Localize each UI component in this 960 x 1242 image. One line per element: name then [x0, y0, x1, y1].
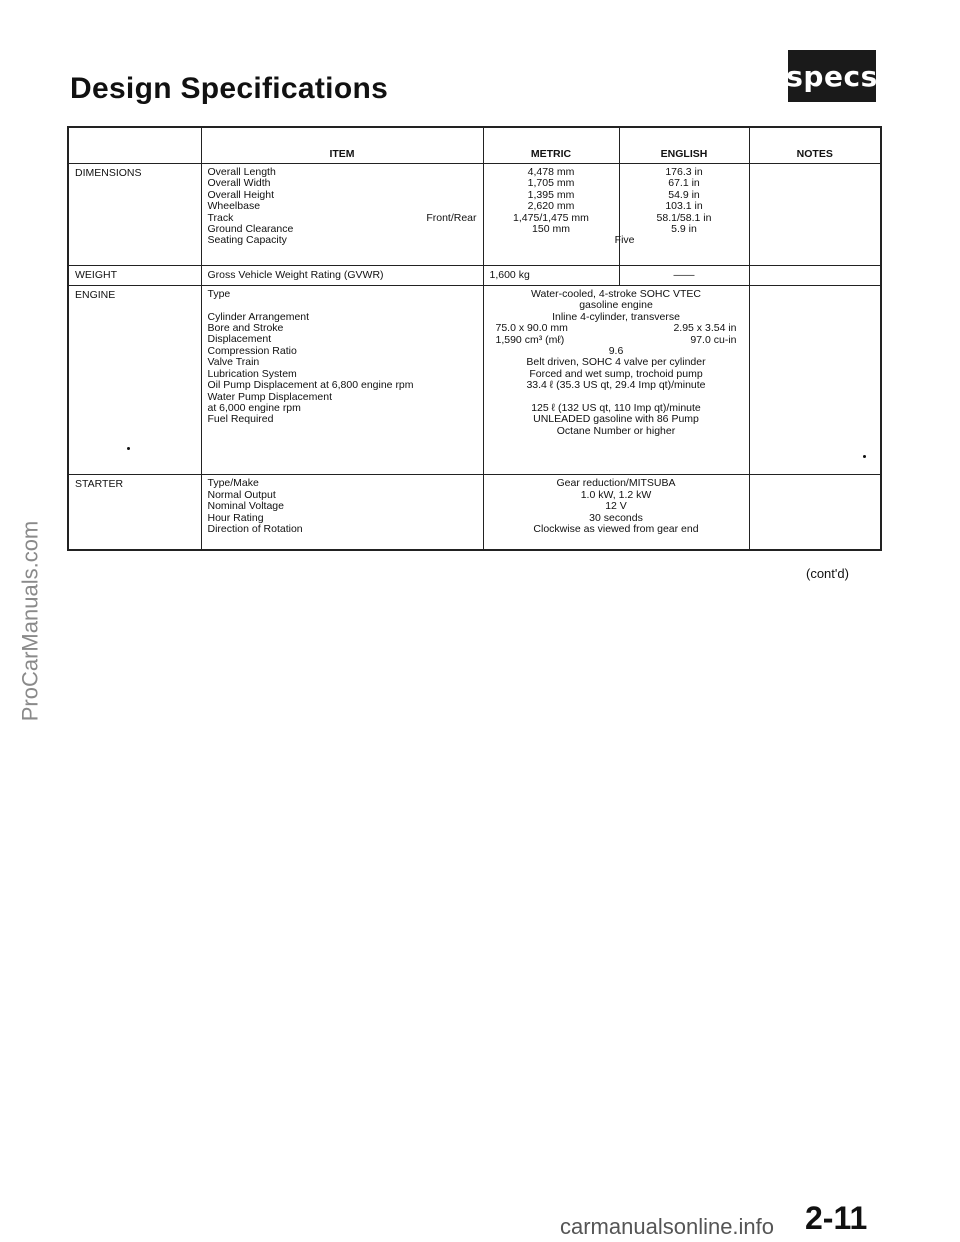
table-header-row: [68, 127, 881, 164]
engine-notes: [749, 285, 881, 475]
specs-table: [67, 126, 882, 551]
col-header-notes: NOTES: [749, 127, 881, 164]
starter-items: Type/Make Normal Output Nominal Voltage Hour Rating Direction of Rotation: [201, 475, 483, 550]
continued-note: (cont'd): [806, 566, 849, 581]
dimensions-metric: 4,478 mm 1,705 mm 1,395 mm 2,620 mm 1,475/1,475 mm 150 mm Five: [483, 164, 619, 266]
table-row: WEIGHT Gross Vehicle Weight Rating (GVWR) 1,600 kg ——: [68, 266, 881, 286]
col-header-metric: METRIC: [483, 127, 619, 164]
engine-values: Water-cooled, 4-stroke SOHC VTEC gasoline engine Inline 4-cylinder, transverse 75.0 x 90.0 mm 2.95 x 3.54 in 1,590 cm³ (mℓ) 97.0 cu-in 9.6 Belt driven, SOHC 4 valve per cylinder Forced and wet sump, trochoid pump 33.4 ℓ (35.3 US qt, 29.4 Imp qt)/minute 125 ℓ (132 US qt, 110 Imp qt)/minute UNLEADED gasoline with 86 Pump Octane Number or higher: [483, 285, 749, 475]
col-header-english: ENGLISH: [619, 127, 749, 164]
bullet-icon: [127, 441, 195, 453]
dimensions-items: Overall Length Overall Width Overall Height Wheelbase Track Front/Rear Ground Clearance Seating Capacity: [201, 164, 483, 266]
section-engine: ENGINE: [68, 285, 201, 475]
section-starter: STARTER: [68, 475, 201, 550]
section-weight: WEIGHT: [68, 266, 201, 286]
specs-badge: specs: [788, 50, 876, 102]
bullet-icon: [756, 449, 875, 461]
section-dimensions: DIMENSIONS: [68, 164, 201, 266]
page-title: Design Specifications: [70, 72, 389, 105]
table-row: [68, 164, 881, 266]
watermark-text: ProCarManuals.com: [17, 520, 43, 722]
table-row: [68, 285, 881, 475]
table-row: [68, 475, 881, 550]
sidebar-watermark: [0, 0, 60, 1242]
page-number: 2-11: [805, 1200, 868, 1236]
starter-values: Gear reduction/MITSUBA 1.0 kW, 1.2 kW 12 V 30 seconds Clockwise as viewed from gear end: [483, 475, 749, 550]
footer-watermark: carmanualsonline.info: [560, 1214, 775, 1239]
dimensions-english: 176.3 in 67.1 in 54.9 in 103.1 in 58.1/58.1 in 5.9 in: [619, 164, 749, 266]
engine-items: Type Cylinder Arrangement Bore and Stroke Displacement Compression Ratio Valve Train Lubrication System Oil Pump Displacement at 6,800 engine rpm Water Pump Displacement at 6,000 engine rpm Fuel Required: [201, 285, 483, 475]
dimensions-notes: [749, 164, 881, 266]
col-header-item: ITEM: [201, 127, 483, 164]
